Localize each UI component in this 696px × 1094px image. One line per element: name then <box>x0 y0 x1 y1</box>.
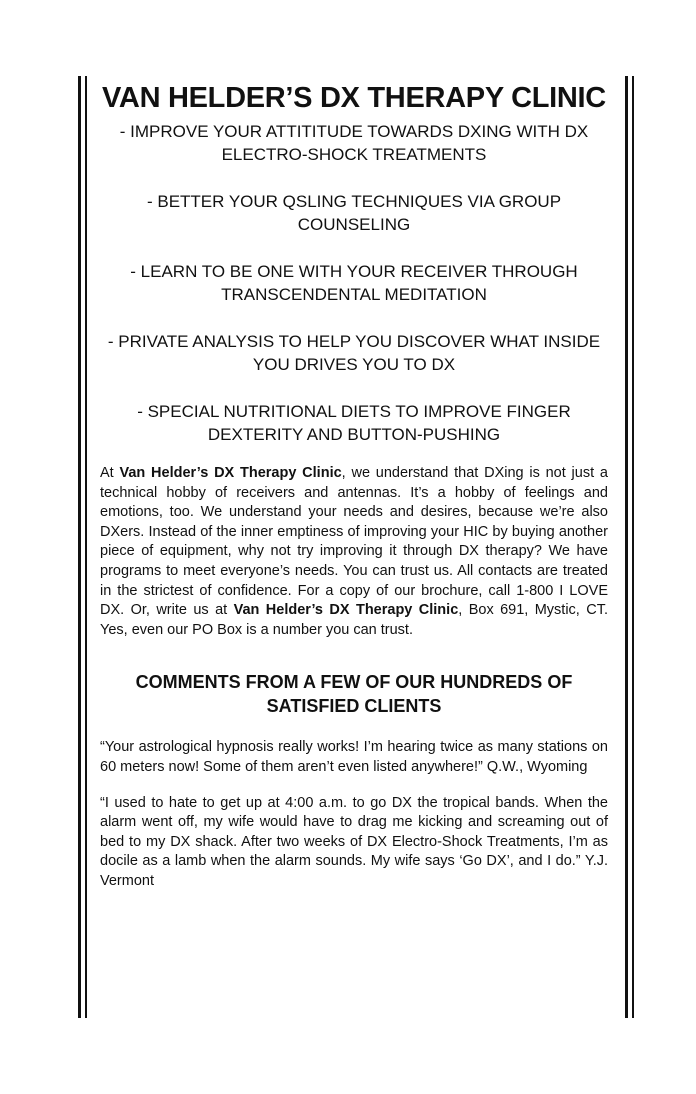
services-list <box>100 120 608 446</box>
testimonial: “I used to hate to get up at 4:00 a.m. to go DX the tropical bands. When the alarm went off, my wife would have to drag me kicking and screaming out of bed to my DX shack. After two weeks of DX Electro-Shock Treatments, I’m as docile as a lamb when the alarm sounds. My wife says ‘Go DX’, and I do.” Y.J. Vermont <box>100 794 608 889</box>
clinic-name: Van Helder’s DX Therapy Clinic <box>119 465 342 481</box>
service-item: - SPECIAL NUTRITIONAL DIETS TO IMPROVE FINGER DEXTERITY AND BUTTON-PUSHING <box>137 402 571 444</box>
service-item: - LEARN TO BE ONE WITH YOUR RECEIVER THROUGH TRANSCENDENTAL MEDITATION <box>130 262 578 304</box>
comments-heading: COMMENTS FROM A FEW OF OUR HUNDREDS OF SATISFIED CLIENTS <box>135 672 573 717</box>
body-text: , we understand that DXing is not just a technical hobby of receivers and antennas. It’s a hobby of feelings and emotions, too. We understand your needs and desires, because we’re also DXers. Instead of the inner emptiness of improving your HIC by buying another piece of equipment, why not try improving it through DX therapy? We have programs to meet everyone’s needs. You can trust us. All contacts are treated in the strictest of confidence. For a copy of our brochure, call 1-800 I LOVE DX. Or, write us at <box>100 465 608 619</box>
clinic-name: Van Helder’s DX Therapy Clinic <box>233 602 459 619</box>
body-text: , Box 691, Mystic, CT. Yes, even our PO Box is a number you can trust. <box>100 602 608 638</box>
right-border-rule-thick <box>632 76 634 1018</box>
left-border-rule-thick <box>78 76 81 1018</box>
service-item: - IMPROVE YOUR ATTITITUDE TOWARDS DXING WITH DX ELECTRO-SHOCK TREATMENTS <box>119 122 589 164</box>
right-border-rule-thin <box>625 76 628 1018</box>
testimonial: “Your astrological hypnosis really works! I’m hearing twice as many stations on 60 meters now! Some of them aren’t even listed anywhere!” Q.W., Wyoming <box>100 739 608 775</box>
ad-title: VAN HELDER’S DX THERAPY CLINIC <box>102 82 606 114</box>
service-item: - BETTER YOUR QSLING TECHNIQUES VIA GROUP COUNSELING <box>146 192 562 234</box>
body-paragraph <box>100 464 608 640</box>
service-item: - PRIVATE ANALYSIS TO HELP YOU DISCOVER WHAT INSIDE YOU DRIVES YOU TO DX <box>107 332 601 374</box>
body-text: At <box>100 465 120 481</box>
left-border-rule-thin <box>85 76 87 1018</box>
ad-content <box>100 80 608 892</box>
